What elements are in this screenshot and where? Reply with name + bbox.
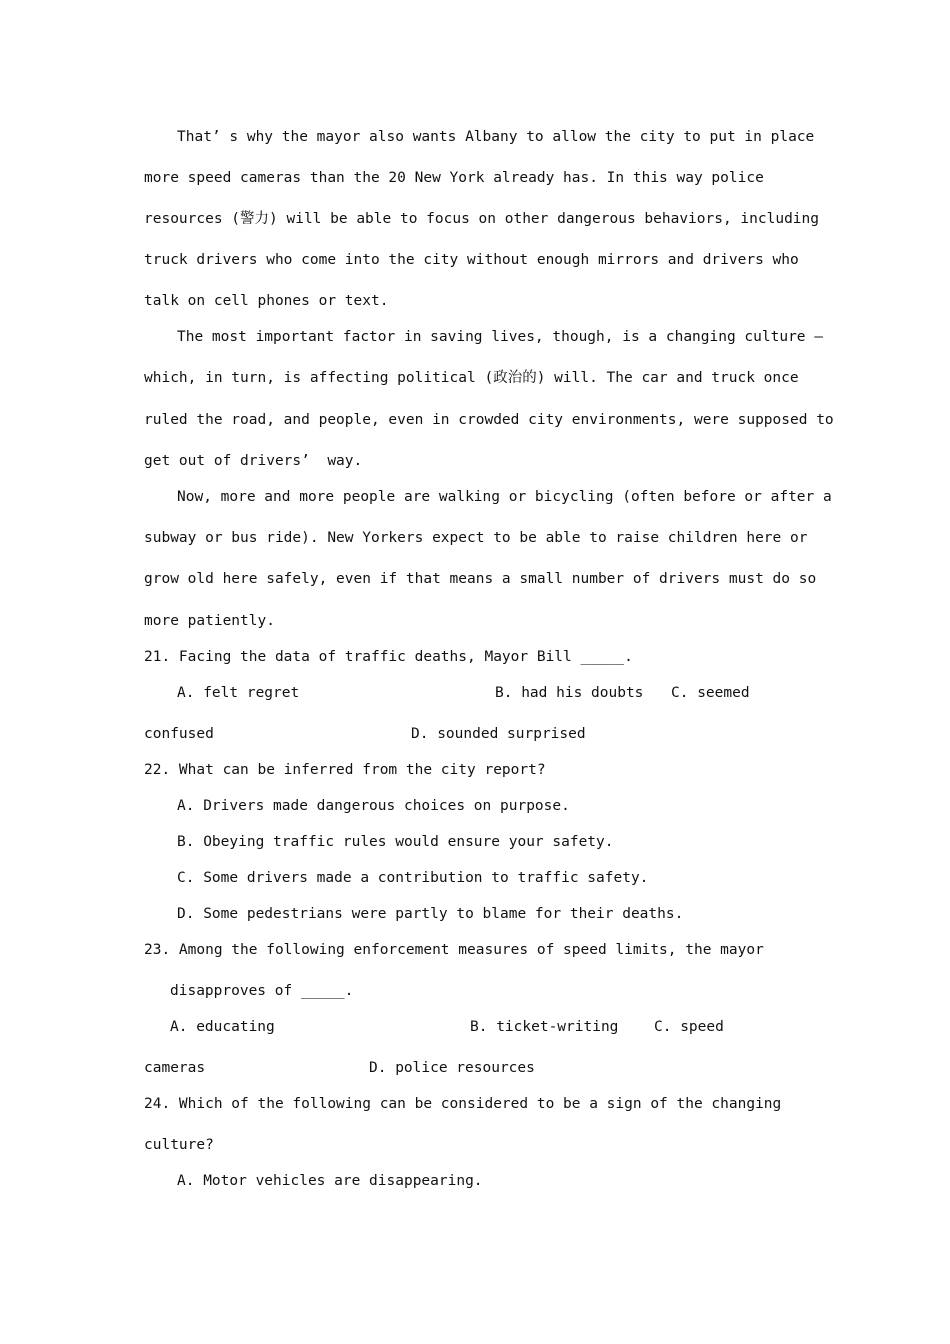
text-line: That’ s why the mayor also wants Albany to allow the city to put in place — [177, 129, 815, 145]
text-line: grow old here safely, even if that means a small number of drivers must do so — [144, 571, 817, 587]
option-c-continued: confused — [144, 726, 214, 742]
text-line: Now, more and more people are walking or bicycling (often before or after a — [177, 489, 832, 505]
option-c: C. Some drivers made a contribution to traffic safety. — [177, 870, 649, 886]
text-line: resources (警力) will be able to focus on other dangerous behaviors, including — [144, 211, 820, 227]
question-stem: 24. Which of the following can be considered to be a sign of the changing — [144, 1096, 782, 1112]
question-stem: 23. Among the following enforcement measures of speed limits, the mayor — [144, 942, 764, 958]
option-b: B. had his doubts — [495, 685, 644, 701]
question-stem-continued: culture? — [144, 1137, 214, 1153]
text-line: which, in turn, is affecting political (政治的) will. The car and truck once — [144, 370, 799, 386]
option-d: D. Some pedestrians were partly to blame for their deaths. — [177, 906, 684, 922]
option-c-continued: cameras — [144, 1060, 206, 1076]
option-b: B. ticket-writing — [470, 1019, 619, 1035]
text-line: get out of drivers’ way. — [144, 453, 363, 469]
text-line: more speed cameras than the 20 New York already has. In this way police — [144, 170, 764, 186]
text-line: more patiently. — [144, 613, 275, 629]
question-stem: 22. What can be inferred from the city report? — [144, 762, 546, 778]
text-line: talk on cell phones or text. — [144, 293, 389, 309]
option-a: A. educating — [170, 1019, 275, 1035]
text-line: The most important factor in saving lives, though, is a changing culture — — [177, 329, 824, 345]
text-line: truck drivers who come into the city without enough mirrors and drivers who — [144, 252, 799, 268]
option-b: B. Obeying traffic rules would ensure your safety. — [177, 834, 614, 850]
option-d: D. sounded surprised — [411, 726, 586, 742]
option-d: D. police resources — [369, 1060, 535, 1076]
question-stem: 21. Facing the data of traffic deaths, Mayor Bill _____. — [144, 649, 633, 665]
option-a: A. Drivers made dangerous choices on purpose. — [177, 798, 570, 814]
option-a: A. felt regret — [177, 685, 300, 701]
text-line: ruled the road, and people, even in crowded city environments, were supposed to — [144, 412, 834, 428]
question-stem-continued: disapproves of _____. — [170, 983, 354, 999]
option-a: A. Motor vehicles are disappearing. — [177, 1173, 483, 1189]
option-c: C. seemed — [671, 685, 750, 701]
text-line: subway or bus ride). New Yorkers expect to be able to raise children here or — [144, 530, 808, 546]
option-c: C. speed — [654, 1019, 724, 1035]
